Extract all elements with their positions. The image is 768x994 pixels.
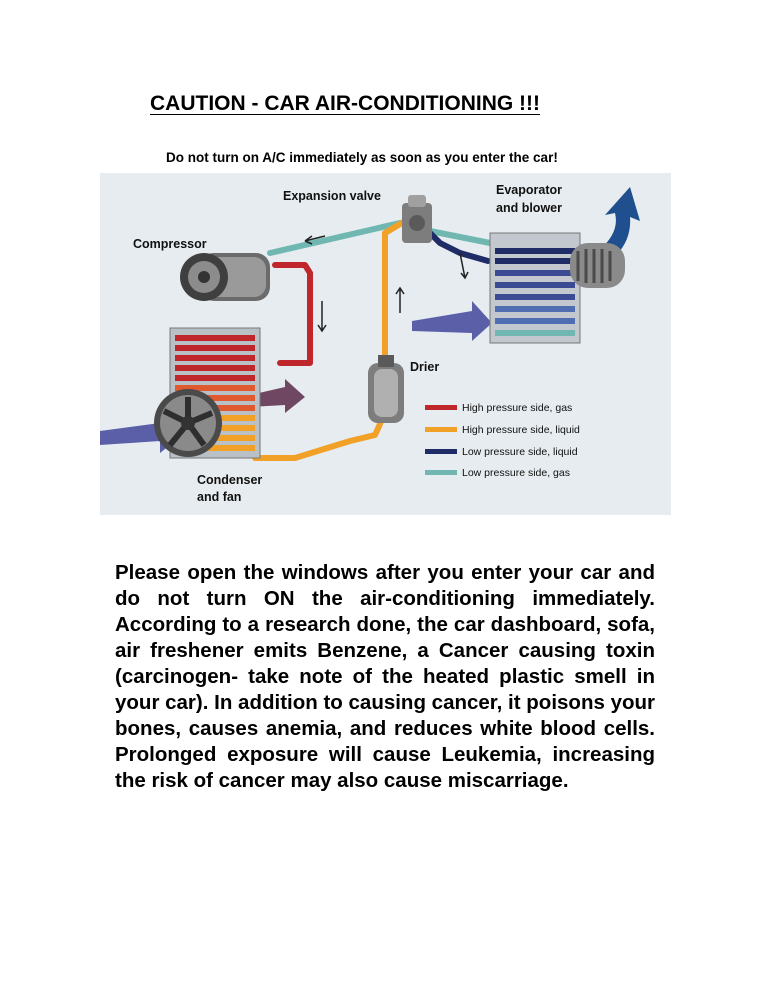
legend-swatch-high-gas: [425, 405, 457, 410]
ac-system-diagram: [100, 173, 671, 515]
page-title: CAUTION - CAR AIR-CONDITIONING !!!: [150, 92, 541, 115]
legend-label-high-gas: High pressure side, gas: [462, 402, 573, 414]
condenser-label-line2: and fan: [197, 490, 242, 504]
compressor: [180, 253, 270, 301]
page-subtitle: Do not turn on A/C immediately as soon as you enter the car!: [166, 150, 558, 165]
pipe-high-gas: [275, 265, 310, 363]
condenser-label-line1: Condenser: [197, 473, 263, 487]
air-to-evaporator-arrow: [412, 301, 492, 341]
evaporator-label-line1: Evaporator: [496, 183, 562, 197]
evaporator-label-line2: and blower: [496, 201, 562, 215]
drier: [368, 355, 404, 423]
condenser-fan: [154, 389, 222, 457]
legend-swatch-low-liquid: [425, 449, 457, 454]
evaporator-blower: [570, 243, 625, 288]
legend-label-low-gas: Low pressure side, gas: [462, 467, 570, 479]
legend-label-low-liquid: Low pressure side, liquid: [462, 446, 578, 458]
compressor-label: Compressor: [133, 237, 207, 251]
drier-label: Drier: [410, 360, 440, 374]
diagram-legend: [425, 402, 580, 479]
legend-label-high-liquid: High pressure side, liquid: [462, 424, 580, 436]
warning-paragraph: Please open the windows after you enter your car and do not turn ON the air-conditioning immediately. According to a research done, the car dashboard, sofa, air freshener emits Benzene, a Cancer causing toxin (carcinogen- take note of the heated plastic smell in your car). In addition to causing cancer, it poisons your bones, causes anemia, and reduces white blood cells. Prolonged exposure will cause Leukemia, increasing the risk of cancer may also cause miscarriage.: [115, 561, 655, 792]
expansion-valve-label: Expansion valve: [283, 189, 381, 203]
ac-diagram-svg: [100, 173, 671, 515]
legend-swatch-high-liquid: [425, 427, 457, 432]
expansion-valve: [402, 195, 432, 243]
evaporator-coil: [490, 233, 580, 343]
legend-swatch-low-gas: [425, 470, 457, 475]
